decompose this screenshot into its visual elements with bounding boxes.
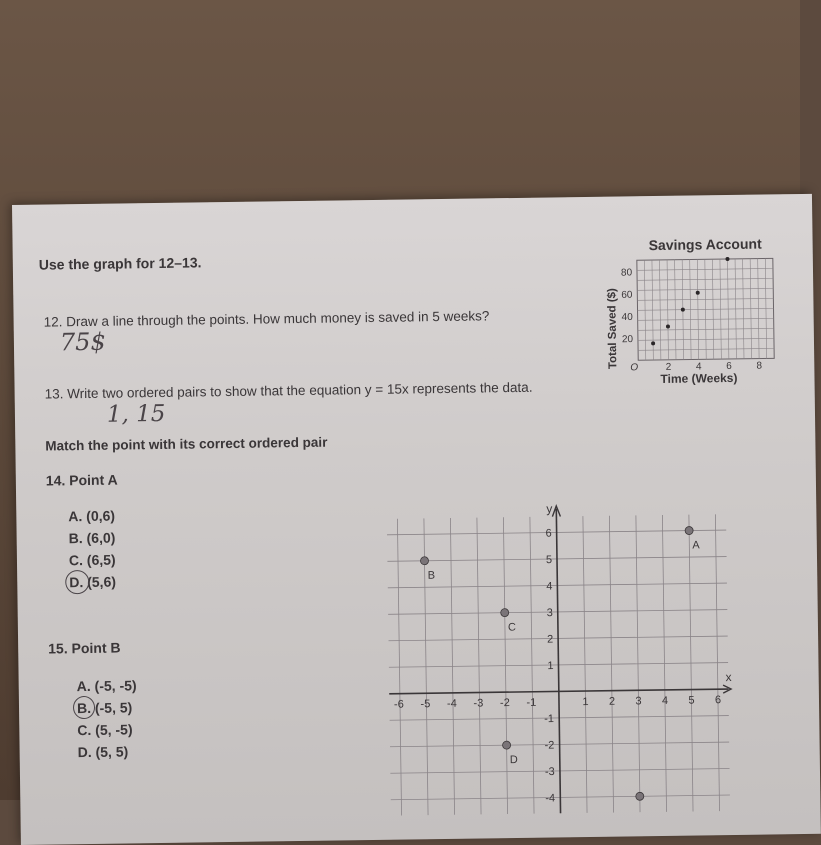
y-tick-label: 6 — [545, 527, 552, 540]
q15-option-b[interactable]: B. (-5, 5) — [76, 699, 133, 717]
y-axis-label: y — [546, 501, 553, 516]
point-label-a: A — [692, 539, 700, 552]
savings-chart-xlabel: Time (Weeks) — [660, 370, 738, 386]
point-label-d: D — [509, 753, 518, 767]
point-label-b: B — [427, 569, 436, 582]
y-tick-label: 5 — [545, 553, 553, 567]
point-label-c: C — [507, 621, 516, 634]
question-14-title: 14. Point A — [45, 471, 118, 489]
q15-option-a[interactable]: A. (-5, -5) — [76, 677, 137, 695]
savings-chart-grid — [637, 258, 774, 360]
savings-chart-title: Savings Account — [648, 235, 762, 254]
x-tick-label: 5 — [688, 694, 695, 707]
point-b — [420, 557, 428, 565]
coordinate-tick-labels — [391, 499, 733, 807]
y-tick-label: 3 — [546, 606, 553, 620]
x-tick-label: -3 — [473, 697, 484, 710]
x-tick-label: 4 — [661, 694, 669, 707]
x-tick-label: -2 — [499, 697, 510, 710]
y-tick-label: -4 — [545, 792, 556, 805]
graph-instruction: Use the graph for 12–13. — [38, 254, 202, 273]
savings-y-tick-80: 80 — [620, 267, 633, 279]
question-13-prompt: 13. Write two ordered pairs to show that the equation y = 15x represents the data. — [44, 379, 533, 402]
x-tick-label: -1 — [526, 696, 537, 709]
savings-point — [696, 291, 700, 295]
q14-option-b[interactable]: B. (6,0) — [68, 529, 116, 547]
y-tick-label: -2 — [544, 739, 555, 752]
coordinate-grid — [387, 501, 733, 816]
x-tick-label: -4 — [446, 697, 457, 710]
savings-point — [681, 308, 685, 312]
savings-point — [651, 341, 655, 345]
question-13-answer: 1, 15 — [106, 400, 166, 428]
savings-y-tick-60: 60 — [621, 289, 633, 301]
q14-option-c[interactable]: C. (6,5) — [68, 551, 116, 569]
savings-x-tick-2: 2 — [665, 361, 672, 373]
y-tick-label: 2 — [547, 633, 554, 646]
y-tick-label: 4 — [546, 580, 553, 593]
savings-chart-ylabel: Total Saved ($) — [606, 288, 620, 370]
savings-point — [725, 257, 729, 261]
savings-x-tick-4: 4 — [695, 361, 702, 373]
y-tick-label: -3 — [544, 765, 555, 779]
match-instruction: Match the point with its correct ordered pair — [45, 434, 328, 454]
x-tick-label: -5 — [420, 698, 431, 711]
x-axis-label: x — [725, 669, 732, 685]
x-tick-label: 1 — [582, 695, 589, 709]
y-tick-label: -1 — [544, 712, 555, 726]
savings-y-tick-20: 20 — [621, 334, 634, 346]
savings-x-tick-6: 6 — [726, 360, 732, 373]
point-d — [503, 741, 511, 749]
savings-chart-origin: O — [630, 362, 639, 374]
point-c — [501, 609, 509, 617]
x-tick-label: 2 — [608, 695, 616, 708]
x-tick-label: -6 — [393, 698, 404, 711]
worksheet — [12, 194, 821, 845]
savings-point — [666, 324, 670, 328]
q14-option-a[interactable]: A. (0,6) — [68, 507, 116, 525]
y-tick-label: 1 — [547, 659, 554, 673]
question-12-prompt: 12. Draw a line through the points. How much money is saved in 5 weeks? — [43, 308, 490, 330]
savings-chart — [593, 234, 786, 437]
savings-x-tick-8: 8 — [756, 360, 763, 372]
point-unlabeled — [636, 792, 644, 800]
q15-option-d[interactable]: D. (5, 5) — [77, 743, 129, 761]
question-12-answer: 75$ — [59, 327, 106, 357]
q14-answer-circle — [65, 570, 89, 594]
q15-option-c[interactable]: C. (5, -5) — [77, 721, 133, 739]
x-tick-label: 6 — [714, 694, 722, 707]
q14-option-d[interactable]: D. (5,6) — [69, 573, 117, 591]
point-a — [685, 527, 693, 535]
question-15-title: 15. Point B — [48, 639, 121, 657]
savings-y-tick-40: 40 — [621, 311, 633, 324]
coordinate-plane — [393, 501, 742, 812]
x-tick-label: 3 — [635, 695, 642, 708]
